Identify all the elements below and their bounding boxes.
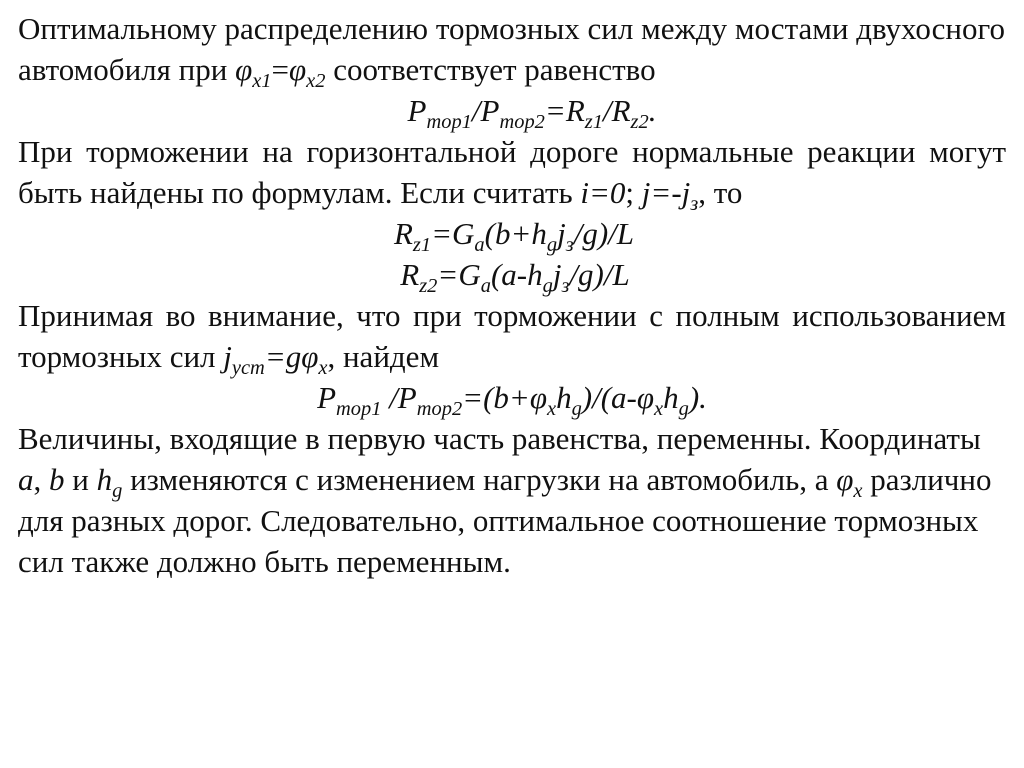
formula-rz2 [18,254,1006,298]
math-span: ). [688,380,707,415]
text-span: , найдем [327,339,440,374]
paragraph-variable-quantities [18,418,1006,582]
subscript: g [678,398,689,421]
symbol-r: R [611,93,631,128]
paragraph-optimal-distribution [18,8,1006,93]
text-span: , [33,462,49,497]
subscript: g [112,480,123,503]
math-expression: =g [264,339,302,374]
subscript: x [654,398,664,421]
math-span: )/(a- [581,380,637,415]
math-span: (a-h [490,257,543,292]
math-expression: j=-j [641,175,691,210]
subscript: z1 [412,234,432,257]
math-span: =G [431,216,475,251]
subscript: з [565,234,574,257]
equals-sign: = [544,93,566,128]
math-span: h [663,380,679,415]
text-span: При торможении на горизонтальной дороге нормальные реакции могут быть найдены по формулам. Если считать [18,134,1006,210]
symbol-r: R [565,93,585,128]
math-span: /g)/L [573,216,635,251]
slash: / [471,93,481,128]
symbol-p: P [407,93,427,128]
phi-symbol: φ [836,462,854,497]
math-variable: a [18,462,34,497]
subscript: a [474,234,485,257]
subscript: з [690,193,699,216]
math-span: =(b+ [462,380,530,415]
subscript: z2 [630,111,649,134]
math-span: h [556,380,572,415]
math-expression: i=0 [580,175,626,210]
subscript: тор2 [416,398,463,421]
period: . [648,93,657,128]
formula-optimal-ratio [18,377,1006,421]
subscript: уст [231,357,265,380]
paragraph-horizontal-braking [18,131,1006,216]
math-span: /P [381,380,417,415]
subscript: x [853,480,863,503]
math-variable: h [96,462,113,497]
phi-symbol: φ [636,380,655,415]
subscript: z1 [584,111,603,134]
equals-sign: = [271,52,289,87]
symbol-r: R [400,257,420,292]
math-span: j [557,216,566,251]
math-variable: b [49,462,65,497]
subscript: з [561,275,570,298]
text-span: и [64,462,97,497]
subscript: x2 [306,70,326,93]
text-span: Оптимальному распределению тормозных сил между мостами двухосного автомобиля при [18,11,1005,87]
symbol-p: P [480,93,500,128]
phi-symbol: φ [301,339,319,374]
text-span: Величины, входящие в первую часть равенства, переменны. Координаты [18,421,981,456]
text-span: Принимая во внимание, что при торможении с полным использованием тормозных сил [18,298,1006,374]
subscript: тор1 [336,398,382,421]
math-span: /g)/L [569,257,630,292]
math-span: (b+h [484,216,547,251]
phi-symbol: φ [289,52,307,87]
text-span: ; [625,175,642,210]
slash: / [602,93,612,128]
symbol-p: P [317,380,337,415]
math-expression: j [223,339,232,374]
text-span: соответствует равенство [325,52,656,87]
text-span: изменяются с изменением нагрузки на автомобиль, а [122,462,837,497]
subscript: x1 [252,70,272,93]
subscript: x [318,357,328,380]
math-span: =G [437,257,481,292]
phi-symbol: φ [235,52,253,87]
paragraph-full-utilization [18,295,1006,380]
subscript: a [480,275,491,298]
subscript: g [571,398,582,421]
subscript: g [546,234,558,257]
formula-force-ratio [18,90,1006,134]
text-span: , то [698,175,743,210]
subscript: z2 [419,275,438,298]
formula-rz1 [18,213,1006,257]
subscript: тор2 [499,111,545,134]
subscript: x [547,398,557,421]
subscript: тор1 [426,111,472,134]
symbol-r: R [393,216,413,251]
subscript: g [542,275,553,298]
phi-symbol: φ [529,380,547,415]
math-span: j [552,257,562,292]
document-page [18,8,1006,582]
text-span: различно для разных дорог. Следовательно, оптимальное соотношение тормозных сил также должно быть переменным. [18,462,992,579]
